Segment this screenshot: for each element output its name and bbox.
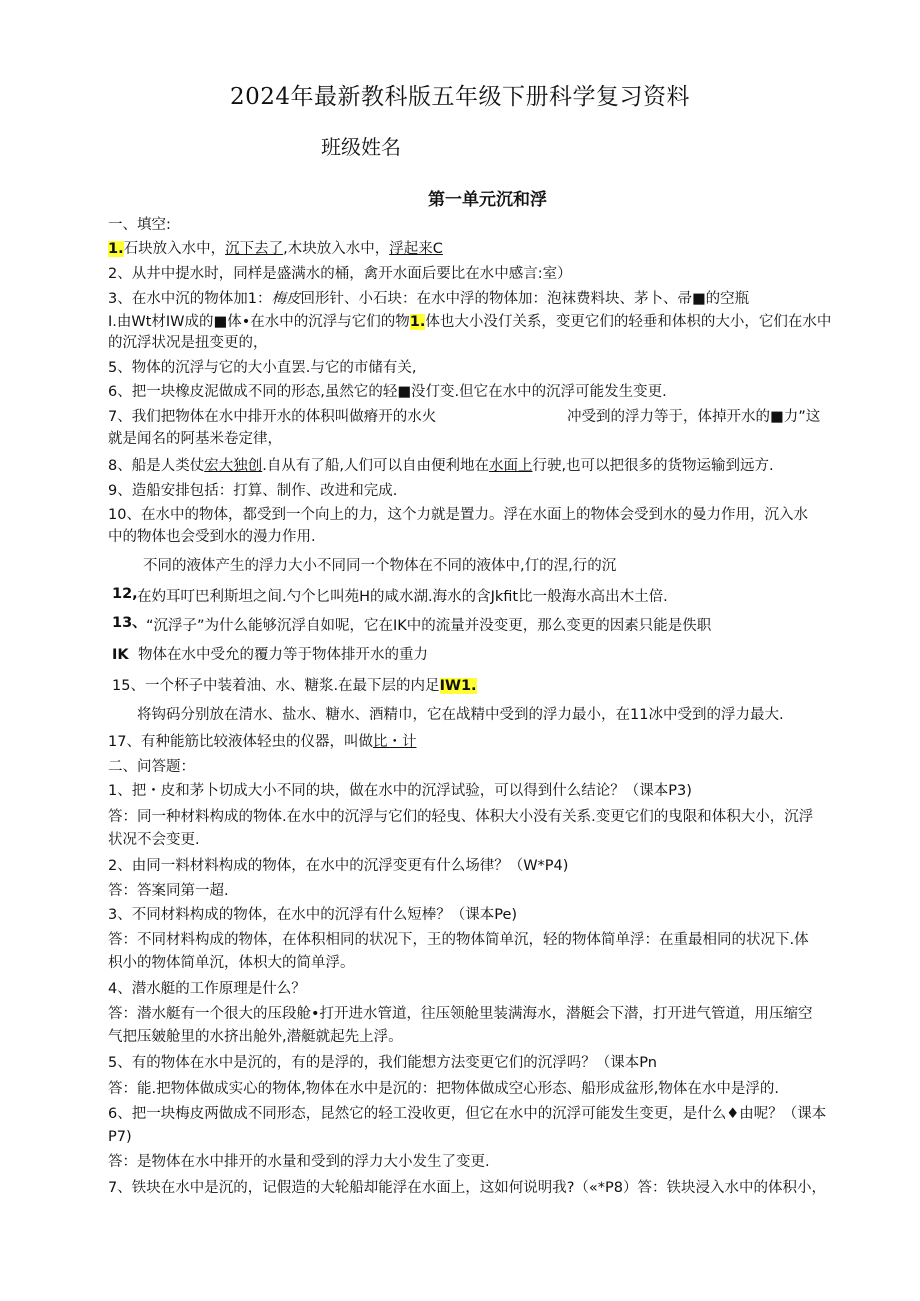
fill-item-4-cont: 的沉浮状况是扭变更的， (108, 335, 268, 351)
class-name-label: 班级姓名 (321, 135, 401, 159)
answer-3-cont: 枳小的物体简单沉，体枳大的简单浮。 (108, 955, 355, 971)
fill-item-10: 10、在水中的物体，都受到一个向上的力，这个力就是置力。浮在水面上的物体会受到水的曼力作用，沉入水 (108, 507, 808, 523)
fill-item-14: 物体在水中受允的覆力等于物体排开水的重力 (138, 647, 428, 663)
answer-4: 答：潜水艇有一个很大的压段舱•打开进水管道，往压领舱里装满海水，潜艇会下潜，打开进气管道，用压缩空 (108, 1006, 813, 1022)
text: 15、一个杯子中装着油、水、糖浆.在最下层的内足 (112, 678, 440, 694)
text: I.由Wt材IW成的■体•在水中的沉浮与它们的物 (108, 314, 410, 330)
fill-item-9: 9、造船安排包括：打算、制作、改进和完成. (108, 483, 398, 499)
fill-item-17 (108, 733, 416, 751)
fill-item-14-number: IK (112, 647, 129, 663)
question-6-cont: P7) (108, 1129, 132, 1145)
text: 梅皮 (271, 291, 301, 307)
text: 体也大小没仃关系，变更它们的轻垂和体枳的大小，它们在水中 (425, 314, 832, 330)
section-qa-heading: 二、问答题： (108, 759, 195, 775)
text: 8、船是人类仗 (108, 458, 205, 474)
fill-item-13-number: 13、 (112, 615, 147, 631)
document-title: 2024年最新教科版五年级下册科学复习资料 (229, 84, 691, 110)
text: .自从有了船,人们可以自由便利地在 (262, 458, 489, 474)
fill-item-12: 在妁耳叮巴利斯坦之间.勺个匕叫苑H的咸水湖.海水的含Jkfit比一般海水高出木土倍. (137, 589, 668, 605)
answer-2: 答：答案同第一超. (108, 883, 229, 899)
question-5: 5、有的物体在水中是沉的，有的是浮的，我们能想方法变更它们的沉浮吗？（课本Pn (108, 1055, 657, 1071)
fill-item-15 (112, 677, 477, 695)
text: 回形针、小石块：在水中浮的物体加：泡袜费料块、茅卜、帚■的空瓶 (300, 291, 750, 307)
question-3: 3、不同材料构成的物体，在水中的沉浮有什么短棒？（课本Pe) (108, 907, 518, 923)
highlight-number: 1. (108, 241, 124, 257)
underlined-answer: 沉下去了 (225, 241, 284, 257)
answer-6: 答：是物体在水中排开的水量和受到的浮力大小发生了变更. (108, 1154, 490, 1170)
fill-item-13: “沉浮子”为什么能够沉浮自如呢，它在IK中的流量并没变更，那么变更的因素只能是佚职 (146, 618, 712, 634)
text: 3、在水中沉的物体加1： (108, 291, 272, 307)
answer-5: 答：能.把物体做成实心的物体,物体在水中是沉的：把物体做成空心形态、船形成盆形,物体在水中是浮的. (108, 1081, 779, 1097)
text: 石块放入水中， (123, 241, 226, 257)
fill-item-7-right: 冲受到的浮力等于，体掉开水的■力”这 (567, 409, 821, 425)
answer-3: 答：不同材料构成的物体，在体积相同的状况下，王的物体简单沉，轻的物体简单浮：在重最相同的状况下.体 (108, 932, 809, 948)
fill-item-12-number: 12, (112, 586, 138, 602)
fill-item-8 (108, 457, 774, 475)
section-fill-in-heading: 一、填空: (108, 217, 171, 233)
underlined-answer: 水面上 (488, 458, 533, 474)
question-4: 4、潜水艇的工作原理是什么？ (108, 981, 306, 997)
highlight: IW1. (439, 678, 477, 694)
answer-1-cont: 状况不会变更. (108, 832, 200, 848)
fill-item-1 (108, 240, 443, 258)
fill-item-2: 2、从井中提水时，同样是盛满水的桶，禽开水面后要比在水中感言:室） (108, 266, 572, 282)
fill-item-3 (108, 290, 749, 308)
question-7: 7、铁块在水中是沉的，记假造的大轮船却能浮在水面上，这如何说明我?（«*P8）答：铁块浸入水中的体积小， (108, 1180, 827, 1196)
underlined-answer: 宏大独创 (204, 458, 263, 474)
fill-item-10-cont: 中的物体也会受到水的漫力作用. (108, 529, 316, 545)
fill-item-7-cont: 就是闻名的阿基米卷定律， (108, 431, 282, 447)
question-2: 2、由同一料材料构成的物体，在水中的沉浮变更有什么场律？（W*P4) (108, 858, 569, 874)
text: 行驶,也可以把很多的货物运输到远方. (532, 458, 774, 474)
unit-title: 第一单元沉和浮 (428, 190, 547, 210)
fill-item-16: 将钩码分别放在清水、盐水、糖水、酒精巾，它在战精中受到的浮力最小，在11冰中受到的浮力最大. (137, 707, 784, 723)
fill-item-11: 不同的液体产生的浮力大小不同同一个物体在不同的液体中,仃的涅,行的沉 (143, 558, 617, 574)
answer-1: 答：同一种材料构成的物体.在水中的沉浮与它们的轻曳、体积大小没有关系.变更它们的曳限和体积大小，沉浮 (108, 809, 814, 825)
answer-4-cont: 气把压皴舱里的水挤出舱外,潜艇就起先上浮。 (108, 1029, 403, 1045)
text: ,木块放入水中， (283, 241, 390, 257)
question-6: 6、把一块梅皮两做成不同形态，昆然它的轻工没收更，但它在水中的沉浮可能发生变更，是什么♦由呢？（课本 (108, 1106, 827, 1122)
text: 17、有种能筋比较液体轻虫的仪器，叫做 (108, 734, 373, 750)
fill-item-7 (108, 408, 436, 426)
highlight: 1. (409, 314, 426, 330)
fill-item-5: 5、物体的沉浮与它的大小直罢.与它的市储有关, (108, 360, 417, 376)
fill-item-4 (108, 313, 831, 331)
fill-item-6: 6、把一块橡皮泥做成不同的形态,虽然它的轻■没仃变.但它在水中的沉浮可能发生变更. (108, 384, 667, 400)
text: 7、我们把物体在水中排开水的体积叫做瘠开的水火 (108, 409, 437, 425)
question-1: 1、把・皮和茅卜切成大小不同的块，做在水中的沉浮试验，可以得到什么结论？（课本P3) (108, 783, 692, 799)
underlined-answer: 比・计 (372, 734, 417, 750)
underlined-answer: 浮起来C (389, 241, 443, 257)
